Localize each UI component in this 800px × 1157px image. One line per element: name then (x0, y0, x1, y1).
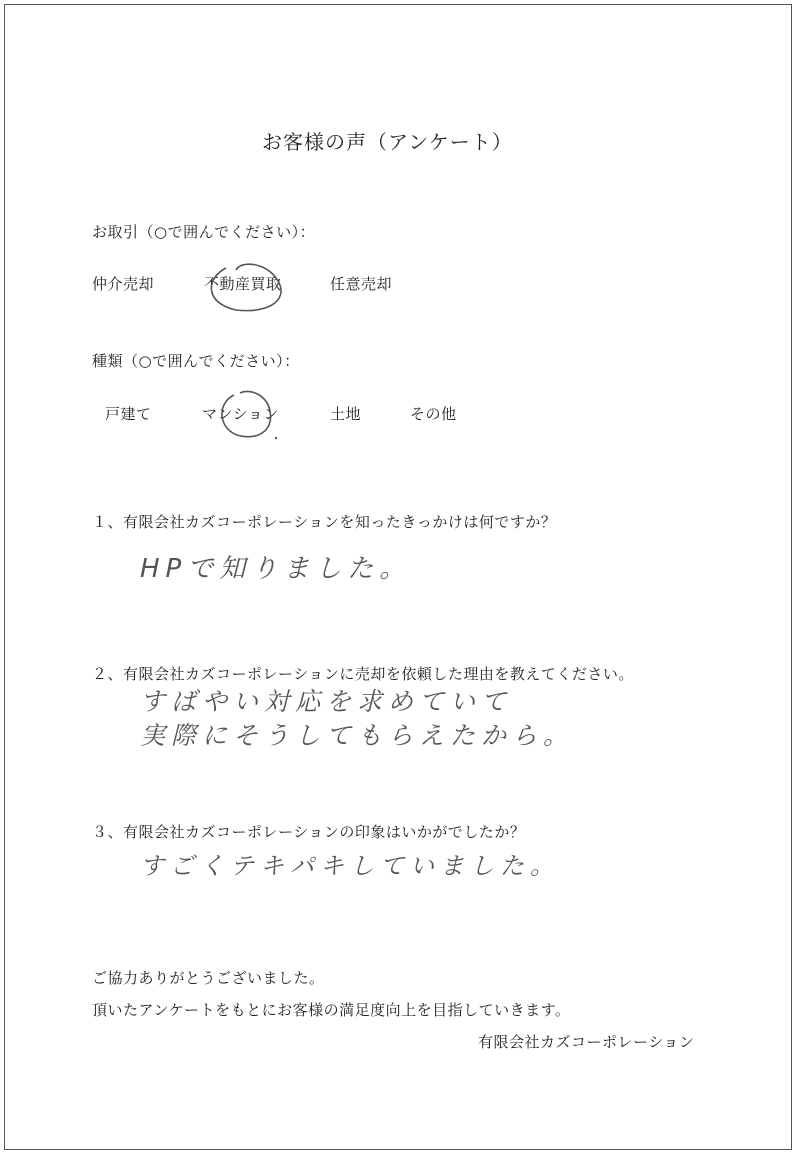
question-3: ３、有限会社カズコーポレーションの印象はいかがでしたか？ (92, 823, 526, 841)
closing-thanks: ご協力ありがとうございました。 (92, 969, 325, 987)
option-brokerage-sale[interactable]: 仲介売却 (92, 275, 155, 293)
option-other[interactable]: その他 (410, 405, 457, 423)
company-name: 有限会社カズコーポレーション (478, 1033, 695, 1051)
option-detached-house[interactable]: 戸建て (105, 405, 152, 423)
question-1: １、有限会社カズコーポレーションを知ったきっかけは何ですか？ (92, 513, 557, 531)
option-real-estate-purchase[interactable]: 不動産買取 (204, 275, 282, 293)
page-title: お客様の声（アンケート） (262, 130, 513, 154)
closing-message: 頂いたアンケートをもとにお客様の満足度向上を目指していきます。 (92, 1001, 571, 1019)
option-land[interactable]: 土地 (330, 405, 362, 423)
answer-3-line-1: すごくテキパキしていました。 (140, 852, 560, 880)
answer-2-line-1: すばやい対応を求めていて (140, 687, 513, 716)
option-voluntary-sale[interactable]: 任意売却 (330, 275, 393, 293)
option-apartment[interactable]: マンション (202, 405, 279, 423)
answer-2-line-2: 実際にそうしてもらえたから。 (140, 721, 575, 750)
transaction-label: お取引（○で囲んでください）： (92, 223, 316, 241)
answer-1-line-1: HPで知りました。 (140, 554, 412, 584)
question-2: ２、有限会社カズコーポレーションに売却を依頼した理由を教えてください。 (92, 665, 634, 683)
property-type-label: 種類（○で囲んでください）： (92, 352, 300, 370)
